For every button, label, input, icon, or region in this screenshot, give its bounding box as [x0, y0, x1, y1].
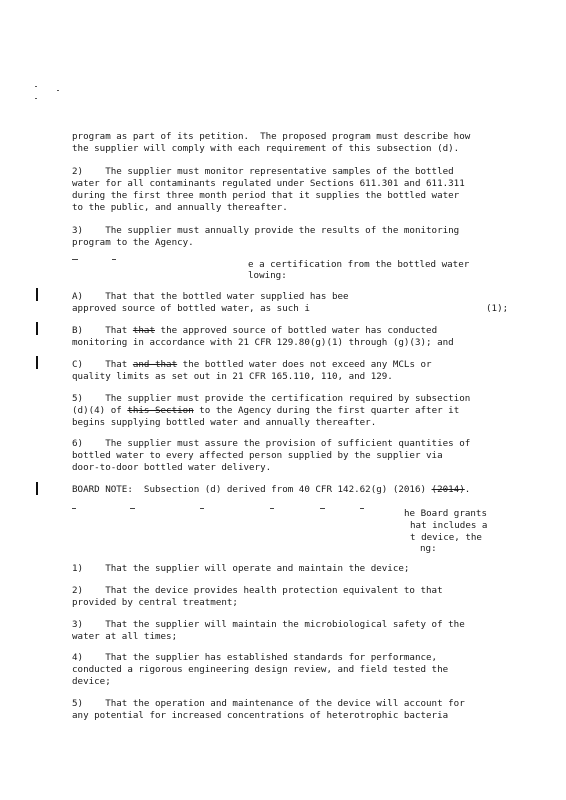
item-2-line: provided by central treatment;: [72, 597, 238, 608]
text-run: BOARD NOTE: Subsection (d) derived from 40 CFR 142.62(g) (2016): [72, 484, 432, 495]
obscured-text: [112, 259, 116, 260]
board-note: [72, 484, 470, 496]
subsection-a-citation: (1);: [486, 303, 509, 314]
paragraph-3-line: 3) The supplier must annually provide the results of the monitoring: [72, 225, 460, 236]
subsection-a-line: approved source of bottled water, as such i: [72, 303, 310, 314]
deleted-text: (2014): [431, 484, 465, 495]
paragraph-6-line: door-to-door bottled water delivery.: [72, 462, 272, 473]
item-5-line: any potential for increased concentrations of heterotrophic bacteria: [72, 710, 449, 721]
text-run: the bottled water does not exceed any MCLs or: [177, 359, 432, 370]
item-4-line: conducted a rigorous engineering design review, and field tested the: [72, 664, 449, 675]
text-run: .: [464, 484, 471, 495]
text-line: program as part of its petition. The proposed program must describe how: [72, 131, 471, 142]
subsection-c-line: quality limits as set out in 21 CFR 165.110, 110, and 129.: [72, 371, 393, 382]
text-run: the approved source of bottled water has conducted: [155, 325, 438, 336]
item-4-line: device;: [72, 676, 111, 687]
change-bar: [36, 322, 38, 335]
section-e-fragment: ng:: [420, 543, 437, 554]
change-bar: [36, 482, 38, 495]
paragraph-4-line: e a certification from the bottled water: [248, 259, 470, 270]
scan-speck: [57, 90, 59, 91]
section-e-fragment: t device, the: [410, 532, 482, 543]
item-3-line: 3) That the supplier will maintain the microbiological safety of the: [72, 619, 465, 630]
paragraph-2-line: water for all contaminants regulated under Sections 611.301 and 611.311: [72, 178, 465, 189]
item-4-line: 4) That the supplier has established standards for performance,: [72, 652, 438, 663]
paragraph-3-line: program to the Agency.: [72, 237, 194, 248]
deleted-text: this Section: [127, 405, 194, 416]
change-bar: [36, 288, 38, 301]
obscured-text: [360, 508, 364, 509]
subsection-a-line: A) That that the bottled water supplied has bee: [72, 291, 349, 302]
paragraph-6-line: bottled water to every affected person supplied by the supplier via: [72, 450, 443, 461]
paragraph-5-line: begins supplying bottled water and annually thereafter.: [72, 417, 377, 428]
paragraph-6-line: 6) The supplier must assure the provision of sufficient quantities of: [72, 438, 471, 449]
text-run: to the Agency during the first quarter after it: [193, 405, 460, 416]
text-run: C) That: [72, 359, 133, 370]
section-e-fragment: hat includes a: [410, 520, 488, 531]
text-run: B) That: [72, 325, 133, 336]
obscured-text: [320, 508, 325, 509]
text-line: the supplier will comply with each requirement of this subsection (d).: [72, 143, 460, 154]
scan-speck: [35, 98, 37, 99]
item-3-line: water at all times;: [72, 631, 178, 642]
text-run: (d)(4) of: [72, 405, 128, 416]
deleted-text: and that: [132, 359, 178, 370]
paragraph-2-line: during the first three month period that it supplies the bottled water: [72, 190, 460, 201]
subsection-c-line: [72, 359, 432, 371]
paragraph-5-line: [72, 405, 459, 417]
scan-speck: [35, 86, 37, 87]
item-2-line: 2) That the device provides health protection equivalent to that: [72, 585, 443, 596]
obscured-text: [72, 508, 76, 509]
obscured-text: [130, 508, 135, 509]
obscured-text: [200, 508, 204, 509]
item-5-line: 5) That the operation and maintenance of the device will account for: [72, 698, 465, 709]
section-e-fragment: he Board grants: [404, 508, 487, 519]
subsection-b-line: monitoring in accordance with 21 CFR 129.80(g)(1) through (g)(3); and: [72, 337, 454, 348]
deleted-text: that: [132, 325, 155, 336]
paragraph-4-line: lowing:: [248, 270, 287, 281]
obscured-text: [72, 259, 78, 260]
item-1-line: 1) That the supplier will operate and maintain the device;: [72, 563, 410, 574]
obscured-text: [270, 508, 274, 509]
paragraph-5-line: 5) The supplier must provide the certification required by subsection: [72, 393, 471, 404]
subsection-b-line: [72, 325, 437, 337]
paragraph-2-line: to the public, and annually thereafter.: [72, 202, 288, 213]
paragraph-2-line: 2) The supplier must monitor representative samples of the bottled: [72, 166, 454, 177]
change-bar: [36, 356, 38, 369]
